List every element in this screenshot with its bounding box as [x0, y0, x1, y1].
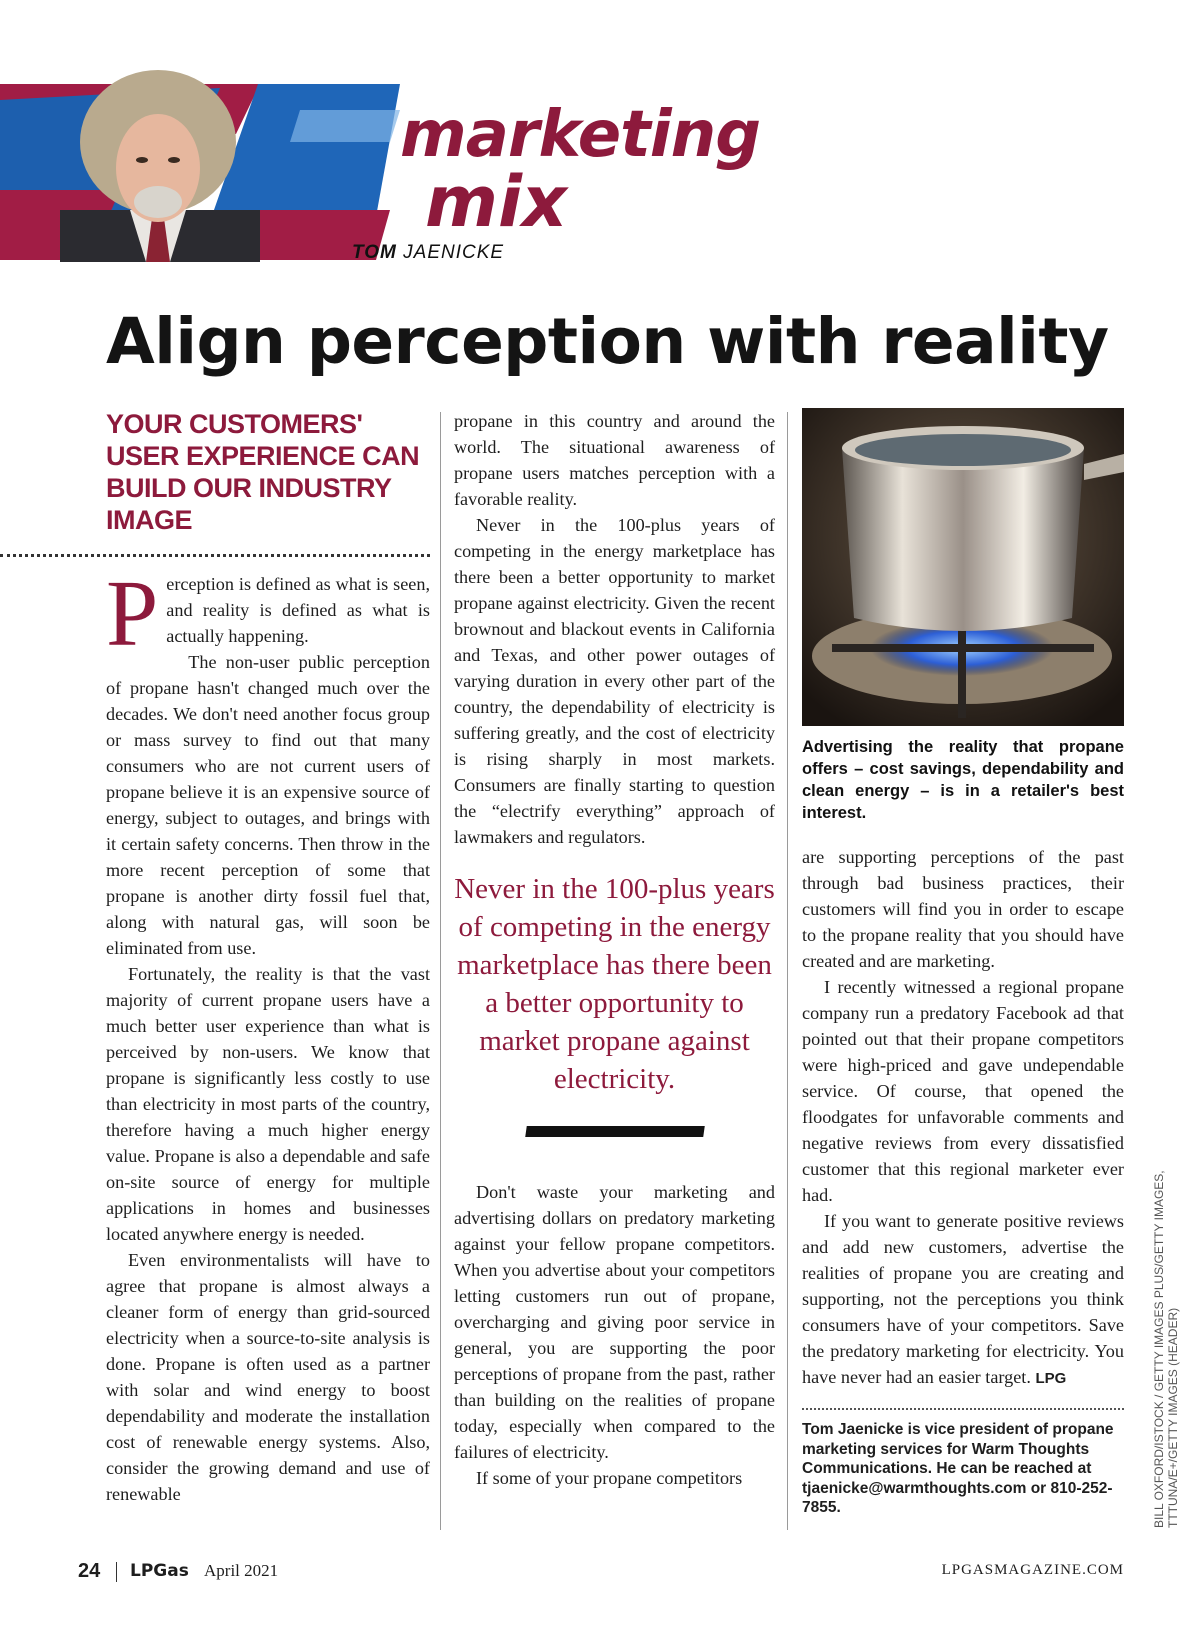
- body-paragraph: [106, 562, 430, 666]
- body-paragraph: The non-user public perception of propane hasn't changed much over the decades. We don't need another focus group or mass survey to find out that many consumers who are not current users of propane believe it is an expensive source of energy, subject to outages, and brings with it certain safety concerns. Then throw in the more recent perception of some that propane is another dirty fossil fuel that, along with natural gas, will soon be eliminated from use.: [106, 652, 430, 958]
- body-paragraph: Don't waste your marketing and advertising dollars on predatory marketing against your fellow propane competitors. When you advertise about your competitors letting customers run out of propane, overcharging and giving poor service in general, you are supporting the poor perceptions of propane from the past, rather than building on the realities of propane today, especially when compared to the failures of electricity.: [454, 1182, 775, 1462]
- body-paragraph: propane in this country and around the world. The situational awareness of propane users matches perception with a favorable reality.: [454, 411, 775, 509]
- author-bio: Tom Jaenicke is vice president of propane marketing services for Warm Thoughts Communications. He can be reached at tjaenicke@warmthoughts.com or 810-252-7855.: [802, 1421, 1114, 1516]
- pull-quote-bar: [525, 1126, 705, 1137]
- author-byline: [352, 242, 504, 264]
- magazine-website: LPGASMAGAZINE.COM: [941, 1562, 1124, 1578]
- magazine-name: LPGas: [130, 1561, 189, 1581]
- author-last-name: JAENICKE: [403, 242, 505, 263]
- body-paragraph: Fortunately, the reality is that the vast majority of current propane users have a much better user experience than what is perceived by non-users. We know that propane is significantly less costly to use than electricity in most parts of the country, therefore having a much higher energy value. Propane is also a dependable and safe on-site source of energy for multiple applications in homes and businesses located anywhere energy is needed.: [106, 964, 430, 1244]
- photo-caption: Advertising the reality that propane offers – cost savings, dependability and clean energy – is in a retailer's best interest.: [802, 738, 1124, 822]
- body-paragraph: I recently witnessed a regional propane company run a predatory Facebook ad that pointed out that their propane competitors were high-priced and gave undependable service. Of course, that opened the floodgates for unfavorable comments and negative reviews from every dissatisfied customer that this regional marketer ever had.: [802, 977, 1124, 1205]
- paragraph-text: erception is defined as what is seen, and reality is defined as what is actually happening.: [166, 574, 430, 646]
- article-column-3: [802, 408, 1124, 1518]
- page-number: 24: [78, 1560, 101, 1582]
- article-headline: Align perception with reality: [106, 305, 1109, 378]
- photo-credit: BILL OXFORD/ISTOCK / GETTY IMAGES PLUS/GETTY IMAGES, TTTUNA/E+/GETTY IMAGES (HEADER): [1152, 1170, 1180, 1528]
- issue-date: April 2021: [204, 1561, 279, 1580]
- article-subhead: YOUR CUSTOMERS' USER EXPERIENCE CAN BUILD OUR INDUSTRY IMAGE: [106, 409, 420, 535]
- section-logo-mix: mix: [425, 161, 568, 243]
- column-divider: [440, 412, 441, 1530]
- body-paragraph: If some of your propane competitors: [476, 1468, 743, 1488]
- footer-divider: [116, 1562, 117, 1582]
- column-divider: [787, 412, 788, 1530]
- article-column-1: [106, 408, 430, 1507]
- column-header: [0, 50, 800, 290]
- dotted-divider: [0, 554, 430, 557]
- end-mark: LPG: [1035, 1370, 1067, 1387]
- paragraph-text: If you want to generate positive reviews and add new customers, advertise the realities of propane you are creating and supporting, not the perceptions you think consumers have of your competitors. Save the predatory marketing for electricity. You have never had an easier target.: [802, 1211, 1124, 1387]
- body-paragraph: Never in the 100-plus years of competing in the energy marketplace has there been a better opportunity to market propane against electricity. Given the recent brownout and blackout events in California and Texas, and other power outages of varying duration in every other part of the country, the dependability of electricity is suffering greatly, and the cost of electricity is rising sharply in most markets. Consumers are finally starting to question the “electrify everything” approach of lawmakers and regulators.: [454, 515, 775, 847]
- body-paragraph: are supporting perceptions of the past through bad business practices, their customers will find you in order to escape to the propane reality that you should have created and are marketing.: [802, 847, 1124, 971]
- stove-photo: [802, 408, 1124, 726]
- article-column-2: [454, 408, 775, 1491]
- page-footer: [78, 1560, 1124, 1590]
- dotted-divider: [802, 1408, 1124, 1410]
- author-first-name: TOM: [352, 242, 397, 263]
- pull-quote: Never in the 100-plus years of competing in the energy marketplace has there been a better opportunity to market propane against electricity.: [454, 873, 775, 1095]
- body-paragraph: Even environmentalists will have to agree that propane is almost always a cleaner form of energy than grid-sourced electricity when a source-to-site analysis is done. Propane is often used as a partner with solar and wind energy to boost dependability and moderate the installation cost of renewable energy systems. Also, consider the growing demand and use of renewable: [106, 1250, 430, 1504]
- body-paragraph: [802, 1208, 1124, 1392]
- section-logo-marketing: marketing: [400, 98, 761, 172]
- drop-cap: P: [106, 562, 159, 666]
